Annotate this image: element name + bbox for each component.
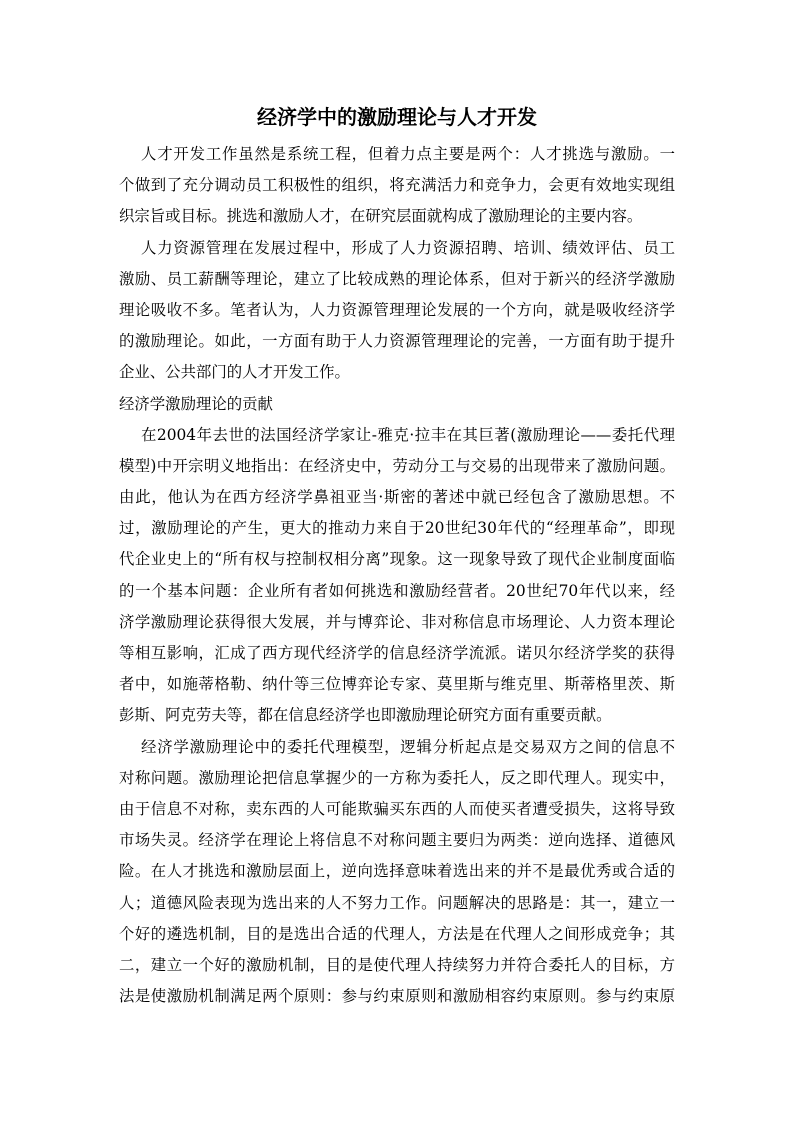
paragraph-line: 人力资源管理在发展过程中，形成了人力资源招聘、培训、绩效评估、员工 <box>141 238 675 257</box>
paragraph-line: 彭斯、阿克劳夫等，都在信息经济学也即激励理论研究方面有重要贡献。 <box>119 706 612 725</box>
paragraph-line: 二，建立一个好的激励机制，目的是使代理人持续努力并符合委托人的目标，方 <box>119 955 675 974</box>
paragraph-line: 个好的遴选机制，目的是选出合适的代理人，方法是在代理人之间形成竞争；其 <box>119 924 675 943</box>
paragraph-line: 经济学激励理论中的委托代理模型，逻辑分析起点是交易双方之间的信息不 <box>141 737 675 756</box>
paragraph-line: 的激励理论。如此，一方面有助于人力资源管理理论的完善，一方面有助于提升 <box>119 332 675 351</box>
paragraph-line: 由于信息不对称，卖东西的人可能欺骗买东西的人而使买者遭受损失，这将导致 <box>119 799 675 818</box>
document-body <box>119 139 675 1012</box>
paragraph-line: 对称问题。激励理论把信息掌握少的一方称为委托人，反之即代理人。现实中， <box>119 768 675 787</box>
paragraph-line: 等相互影响，汇成了西方现代经济学的信息经济学流派。诺贝尔经济学奖的获得 <box>119 644 675 662</box>
document-title: 经济学中的激励理论与人才开发 <box>257 105 537 129</box>
paragraph-2 <box>119 233 675 389</box>
paragraph-line: 理论吸收不多。笔者认为，人力资源管理理论发展的一个方向，就是吸收经济学 <box>119 300 675 319</box>
paragraph-line: 过，激励理论的产生，更大的推动力来自于20世纪30年代的“经理革命”，即现 <box>119 519 675 538</box>
paragraph-4 <box>119 732 675 1013</box>
paragraph-line: 者中，如施蒂格勒、纳什等三位博弈论专家、莫里斯与维克里、斯蒂格里茨、斯 <box>119 675 675 694</box>
paragraph-line: 人才开发工作虽然是系统工程，但着力点主要是两个：人才挑选与激励。一 <box>141 145 675 163</box>
paragraph-line: 企业、公共部门的人才开发工作。 <box>119 363 350 382</box>
paragraph-line: 代企业史上的“所有权与控制权相分离”现象。这一现象导致了现代企业制度面临 <box>119 550 675 569</box>
section-heading: 经济学激励理论的贡献 <box>119 394 273 413</box>
paragraph-1 <box>119 139 675 233</box>
paragraph-line: 由此，他认为在西方经济学鼻祖亚当·斯密的著述中就已经包含了激励思想。不 <box>119 488 675 507</box>
paragraph-line: 模型)中开宗明义地指出：在经济史中，劳动分工与交易的出现带来了激励问题。 <box>119 456 675 475</box>
paragraph-line: 市场失灵。经济学在理论上将信息不对称问题主要归为两类：逆向选择、道德风 <box>119 831 675 850</box>
paragraph-line: 人；道德风险表现为选出来的人不努力工作。问题解决的思路是：其一，建立一 <box>119 893 675 912</box>
paragraph-line: 险。在人才挑选和激励层面上，逆向选择意味着选出来的并不是最优秀或合适的 <box>119 862 675 881</box>
paragraph-line: 激励、员工薪酬等理论，建立了比较成熟的理论体系，但对于新兴的经济学激励 <box>119 269 675 288</box>
paragraph-3 <box>119 420 675 732</box>
paragraph-line: 的一个基本问题：企业所有者如何挑选和激励经营者。20世纪70年代以来，经 <box>119 581 675 600</box>
paragraph-line: 在2004年去世的法国经济学家让-雅克·拉丰在其巨著(激励理论——委托代理 <box>141 425 675 444</box>
paragraph-line: 济学激励理论获得很大发展，并与博弈论、非对称信息市场理论、人力资本理论 <box>119 612 675 631</box>
paragraph-line: 法是使激励机制满足两个原则：参与约束原则和激励相容约束原则。参与约束原 <box>119 987 675 1006</box>
paragraph-line: 织宗旨或目标。挑选和激励人才，在研究层面就构成了激励理论的主要内容。 <box>119 207 643 226</box>
paragraph-line: 个做到了充分调动员工积极性的组织，将充满活力和竞争力，会更有效地实现组 <box>119 176 675 195</box>
